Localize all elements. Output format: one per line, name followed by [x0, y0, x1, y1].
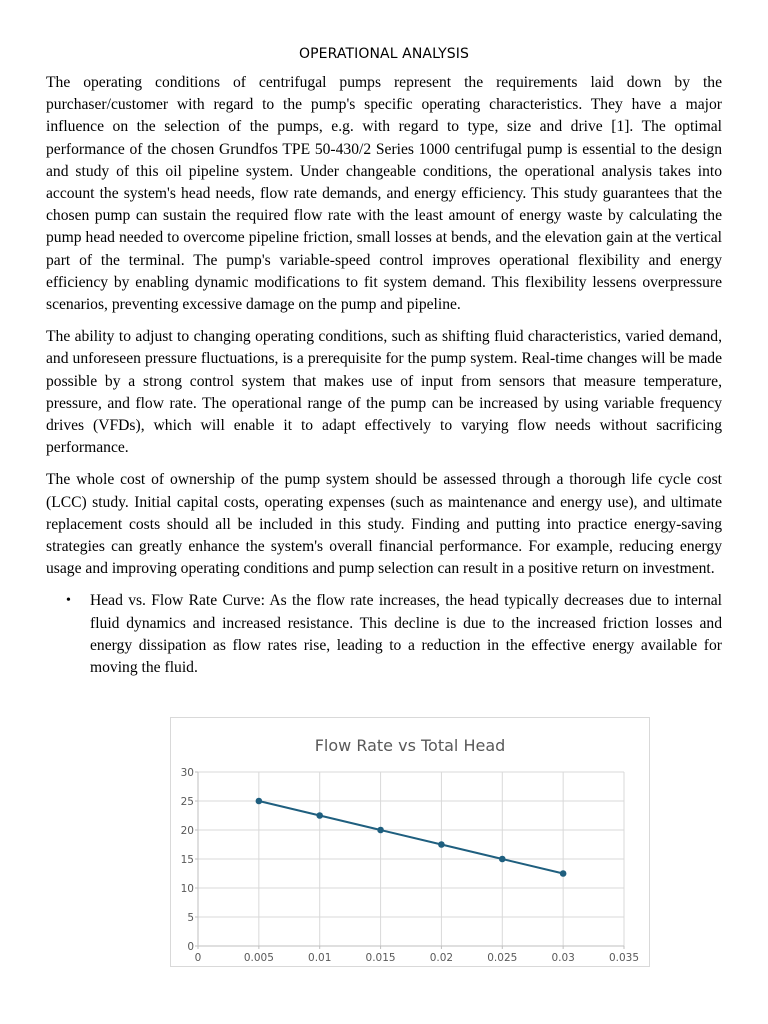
x-tick-label: 0	[194, 952, 202, 964]
chart-series	[256, 798, 567, 877]
document-page	[46, 46, 722, 679]
list-item	[46, 590, 722, 679]
y-tick-label: 0	[187, 941, 194, 953]
x-tick-label: 0.03	[551, 952, 575, 964]
x-tick-label: 0.005	[243, 952, 274, 964]
chart-svg	[171, 718, 649, 966]
y-tick-label: 30	[180, 767, 194, 779]
y-tick-label: 10	[180, 883, 194, 895]
paragraph-control-system: The ability to adjust to changing operating conditions, such as shifting fluid characteristics, varied demand, and unforeseen pressure fluctuations, is a prerequisite for the pump system. Real-time changes will be made possible by a strong control system that makes use of input from sensors that measure temperature, pressure, and flow rate. The operational range of the pump can be increased by using variable frequency drives (VFDs), which will enable it to adapt effectively to varying flow needs without sacrificing performance.	[46, 328, 722, 457]
series-line	[259, 801, 563, 874]
x-tick-label: 0.02	[429, 952, 454, 964]
chart-title: Flow Rate vs Total Head	[314, 736, 506, 755]
bullet-list	[46, 590, 722, 679]
data-point	[499, 856, 506, 863]
bullet-text: Head vs. Flow Rate Curve: As the flow rate increases, the head typically decreases due to internal fluid dynamics and increased resistance. This decline is due to the increased friction losses and energy dissipation as flow rates rise, leading to a reduction in the effective energy available for moving the fluid.	[90, 592, 722, 677]
chart-gridlines	[198, 772, 624, 946]
data-point	[256, 798, 263, 805]
y-tick-label: 25	[180, 796, 194, 808]
x-tick-label: 0.015	[365, 952, 396, 964]
paragraph-life-cycle-cost: The whole cost of ownership of the pump system should be assessed through a thorough life cycle cost (LCC) study. Initial capital costs, operating expenses (such as maintenance and energy use), and ultimate replacement costs should all be included in this study. Finding and putting into practice energy-saving strategies can greatly enhance the system's overall financial performance. For example, reducing energy usage and improving operating conditions and pump selection can result in a positive return on investment.	[46, 471, 722, 578]
chart-container	[170, 717, 650, 967]
x-tick-label: 0.035	[608, 952, 640, 964]
chart-tick-labels	[181, 767, 639, 964]
page-title: OPERATIONAL ANALYSIS	[299, 46, 469, 62]
paragraph-operating-conditions: The operating conditions of centrifugal pumps represent the requirements laid down by the purchaser/customer with regard to the pump's specific operating characteristics. They have a major influence on the selection of the pumps, e.g. with regard to type, size and drive [1]. The optimal performance of the chosen Grundfos TPE 50-430/2 Series 1000 centrifugal pump is essential to the design and study of this oil pipeline system. Under changeable conditions, the operational analysis takes into account the system's head needs, flow rate demands, and energy efficiency. This study guarantees that the chosen pump can sustain the required flow rate with the least amount of energy waste by calculating the pump head needed to overcome pipeline friction, small losses at bends, and the elevation gain at the vertical part of the terminal. The pump's variable-speed control improves operational flexibility and energy efficiency by enabling dynamic modifications to fit system demand. This flexibility lessens overpressure scenarios, preventing excessive damage on the pump and pipeline.	[46, 74, 722, 314]
data-point	[438, 841, 445, 848]
data-point	[560, 870, 567, 877]
x-tick-label: 0.01	[308, 952, 332, 964]
x-tick-label: 0.025	[487, 952, 518, 964]
data-point	[316, 812, 323, 819]
bullet-marker: •	[66, 593, 71, 609]
data-point	[377, 827, 384, 834]
y-tick-label: 15	[180, 854, 194, 866]
y-tick-label: 5	[187, 912, 194, 924]
y-tick-label: 20	[180, 825, 194, 837]
